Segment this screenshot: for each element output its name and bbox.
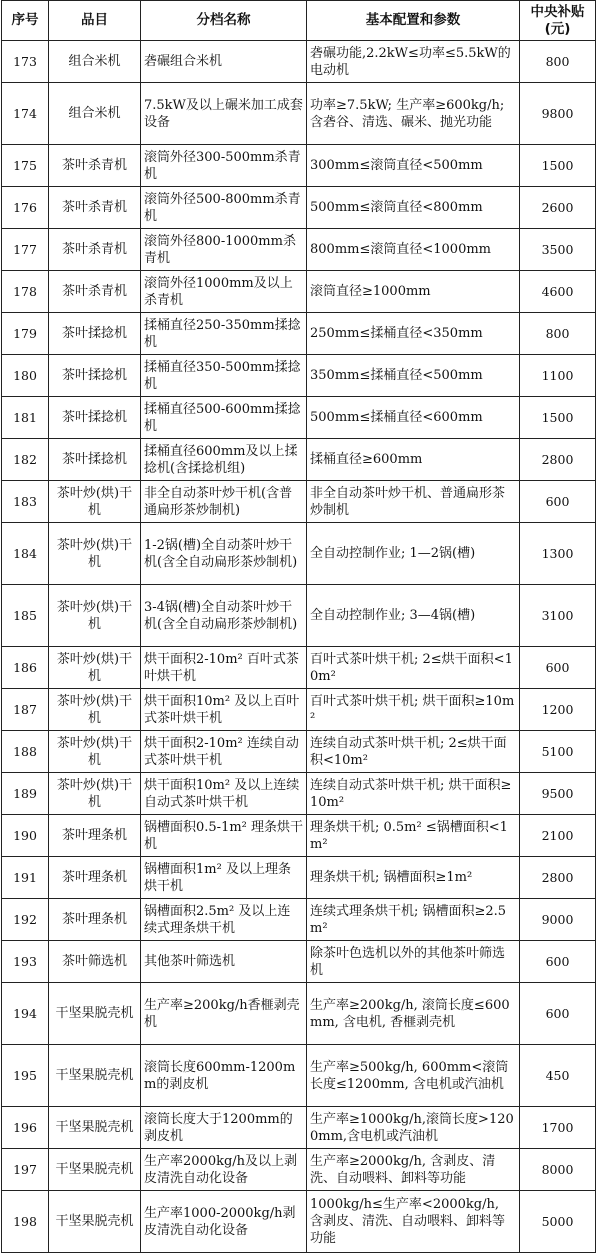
cell-no: 180 — [2, 355, 49, 397]
cell-no: 183 — [2, 481, 49, 523]
cell-name: 滚筒长度大于1200mm的剥皮机 — [141, 1107, 307, 1149]
cell-name: 生产率≥200kg/h香榧剥壳机 — [141, 983, 307, 1045]
cell-name: 生产率1000-2000kg/h剥皮清洗自动化设备 — [141, 1191, 307, 1253]
cell-item: 茶叶杀青机 — [49, 271, 141, 313]
header-name: 分档名称 — [141, 1, 307, 41]
cell-name: 锅槽面积2.5m² 及以上连续式理条烘干机 — [141, 899, 307, 941]
table-row — [2, 397, 596, 439]
cell-no: 181 — [2, 397, 49, 439]
cell-item: 茶叶筛选机 — [49, 941, 141, 983]
cell-no: 174 — [2, 83, 49, 145]
cell-spec: 生产率≥1000kg/h,滚筒长度>1200mm,含电机或汽油机 — [307, 1107, 520, 1149]
cell-subsidy: 800 — [520, 41, 596, 83]
cell-no: 192 — [2, 899, 49, 941]
cell-name: 7.5kW及以上碾米加工成套设备 — [141, 83, 307, 145]
cell-name: 锅槽面积1m² 及以上理条烘干机 — [141, 857, 307, 899]
cell-item: 茶叶揉捻机 — [49, 439, 141, 481]
table-row — [2, 313, 596, 355]
cell-item: 茶叶炒(烘)干机 — [49, 731, 141, 773]
cell-spec: 350mm≤揉桶直径<500mm — [307, 355, 520, 397]
cell-subsidy: 5100 — [520, 731, 596, 773]
table-row — [2, 899, 596, 941]
cell-item: 茶叶揉捻机 — [49, 313, 141, 355]
cell-subsidy: 4600 — [520, 271, 596, 313]
cell-subsidy: 9000 — [520, 899, 596, 941]
cell-subsidy: 9500 — [520, 773, 596, 815]
table-row — [2, 941, 596, 983]
cell-name: 烘干面积2-10m² 连续自动式茶叶烘干机 — [141, 731, 307, 773]
table-row — [2, 1045, 596, 1107]
cell-subsidy: 2600 — [520, 187, 596, 229]
cell-subsidy: 800 — [520, 313, 596, 355]
cell-spec: 功率≥7.5kW; 生产率≥600kg/h; 含砻谷、清选、碾米、抛光功能 — [307, 83, 520, 145]
cell-name: 揉桶直径350-500mm揉捻机 — [141, 355, 307, 397]
cell-name: 非全自动茶叶炒干机(含普通扁形茶炒制机) — [141, 481, 307, 523]
cell-subsidy: 1500 — [520, 397, 596, 439]
cell-name: 生产率2000kg/h及以上剥皮清洗自动化设备 — [141, 1149, 307, 1191]
cell-name: 烘干面积10m² 及以上百叶式茶叶烘干机 — [141, 689, 307, 731]
table-row — [2, 271, 596, 313]
cell-item: 茶叶揉捻机 — [49, 355, 141, 397]
cell-spec: 全自动控制作业; 3—4锅(槽) — [307, 585, 520, 647]
cell-spec: 连续式理条烘干机; 锅槽面积≥2.5m² — [307, 899, 520, 941]
cell-subsidy: 9800 — [520, 83, 596, 145]
cell-item: 干坚果脱壳机 — [49, 1107, 141, 1149]
cell-name: 其他茶叶筛选机 — [141, 941, 307, 983]
cell-spec: 生产率≥2000kg/h, 含剥皮、清洗、自动喂料、卸料等功能 — [307, 1149, 520, 1191]
cell-name: 揉桶直径600mm及以上揉捻机(含揉捻机组) — [141, 439, 307, 481]
cell-item: 茶叶杀青机 — [49, 229, 141, 271]
cell-no: 178 — [2, 271, 49, 313]
header-row — [2, 1, 596, 41]
cell-item: 茶叶炒(烘)干机 — [49, 647, 141, 689]
cell-name: 砻碾组合米机 — [141, 41, 307, 83]
cell-spec: 非全自动茶叶炒干机、普通扁形茶炒制机 — [307, 481, 520, 523]
cell-no: 175 — [2, 145, 49, 187]
cell-subsidy: 1500 — [520, 145, 596, 187]
cell-name: 烘干面积2-10m² 百叶式茶叶烘干机 — [141, 647, 307, 689]
cell-subsidy: 2800 — [520, 857, 596, 899]
cell-spec: 全自动控制作业; 1—2锅(槽) — [307, 523, 520, 585]
table-row — [2, 585, 596, 647]
cell-subsidy: 2100 — [520, 815, 596, 857]
cell-spec: 300mm≤滚筒直径<500mm — [307, 145, 520, 187]
cell-spec: 生产率≥200kg/h, 滚筒长度≤600mm, 含电机, 香榧剥壳机 — [307, 983, 520, 1045]
cell-spec: 砻碾功能,2.2kW≤功率≤5.5kW的电动机 — [307, 41, 520, 83]
table-row — [2, 439, 596, 481]
cell-spec: 百叶式茶叶烘干机; 2≤烘干面积<10m² — [307, 647, 520, 689]
header-spec: 基本配置和参数 — [307, 1, 520, 41]
cell-no: 188 — [2, 731, 49, 773]
cell-subsidy: 600 — [520, 941, 596, 983]
table-row — [2, 83, 596, 145]
cell-item: 茶叶炒(烘)干机 — [49, 523, 141, 585]
table-row — [2, 857, 596, 899]
cell-spec: 生产率≥500kg/h, 600mm<滚筒长度≤1200mm, 含电机或汽油机 — [307, 1045, 520, 1107]
cell-no: 189 — [2, 773, 49, 815]
cell-no: 182 — [2, 439, 49, 481]
cell-subsidy: 8000 — [520, 1149, 596, 1191]
cell-item: 茶叶理条机 — [49, 899, 141, 941]
cell-subsidy: 600 — [520, 481, 596, 523]
header-item: 品目 — [49, 1, 141, 41]
cell-item: 干坚果脱壳机 — [49, 1045, 141, 1107]
cell-no: 176 — [2, 187, 49, 229]
cell-subsidy: 450 — [520, 1045, 596, 1107]
cell-spec: 理条烘干机; 0.5m² ≤锅槽面积<1m² — [307, 815, 520, 857]
table-row — [2, 187, 596, 229]
cell-subsidy: 1300 — [520, 523, 596, 585]
table-row — [2, 481, 596, 523]
cell-no: 185 — [2, 585, 49, 647]
cell-spec: 500mm≤滚筒直径<800mm — [307, 187, 520, 229]
cell-no: 173 — [2, 41, 49, 83]
cell-item: 茶叶炒(烘)干机 — [49, 773, 141, 815]
cell-name: 滚筒外径500-800mm杀青机 — [141, 187, 307, 229]
cell-no: 184 — [2, 523, 49, 585]
cell-spec: 1000kg/h≤生产率<2000kg/h, 含剥皮、清洗、自动喂料、卸料等功能 — [307, 1191, 520, 1253]
cell-subsidy: 600 — [520, 647, 596, 689]
cell-item: 茶叶揉捻机 — [49, 397, 141, 439]
cell-item: 茶叶杀青机 — [49, 145, 141, 187]
cell-no: 194 — [2, 983, 49, 1045]
cell-item: 茶叶理条机 — [49, 815, 141, 857]
table-row — [2, 145, 596, 187]
cell-spec: 800mm≤滚筒直径<1000mm — [307, 229, 520, 271]
cell-subsidy: 3100 — [520, 585, 596, 647]
cell-no: 177 — [2, 229, 49, 271]
subsidy-table — [1, 0, 596, 1253]
cell-name: 3-4锅(槽)全自动茶叶炒干机(含全自动扁形茶炒制机) — [141, 585, 307, 647]
cell-name: 锅槽面积0.5-1m² 理条烘干机 — [141, 815, 307, 857]
cell-no: 187 — [2, 689, 49, 731]
cell-item: 茶叶炒(烘)干机 — [49, 585, 141, 647]
cell-name: 揉桶直径250-350mm揉捻机 — [141, 313, 307, 355]
cell-item: 茶叶炒(烘)干机 — [49, 689, 141, 731]
table-row — [2, 1149, 596, 1191]
cell-name: 滚筒外径300-500mm杀青机 — [141, 145, 307, 187]
cell-spec: 连续自动式茶叶烘干机; 2≤烘干面积<10m² — [307, 731, 520, 773]
cell-no: 195 — [2, 1045, 49, 1107]
header-subsidy: 中央补贴(元) — [520, 1, 596, 41]
table-row — [2, 229, 596, 271]
cell-subsidy: 1200 — [520, 689, 596, 731]
cell-no: 191 — [2, 857, 49, 899]
cell-item: 茶叶杀青机 — [49, 187, 141, 229]
cell-name: 1-2锅(槽)全自动茶叶炒干机(含全自动扁形茶炒制机) — [141, 523, 307, 585]
cell-no: 179 — [2, 313, 49, 355]
cell-item: 干坚果脱壳机 — [49, 1191, 141, 1253]
cell-subsidy: 5000 — [520, 1191, 596, 1253]
cell-spec: 除茶叶色选机以外的其他茶叶筛选机 — [307, 941, 520, 983]
cell-name: 滚筒长度600mm-1200mm的剥皮机 — [141, 1045, 307, 1107]
cell-subsidy: 1100 — [520, 355, 596, 397]
cell-name: 滚筒外径1000mm及以上杀青机 — [141, 271, 307, 313]
table-row — [2, 41, 596, 83]
table-row — [2, 773, 596, 815]
cell-name: 揉桶直径500-600mm揉捻机 — [141, 397, 307, 439]
table-row — [2, 523, 596, 585]
table-row — [2, 983, 596, 1045]
cell-no: 186 — [2, 647, 49, 689]
cell-item: 组合米机 — [49, 83, 141, 145]
table-row — [2, 731, 596, 773]
cell-item: 干坚果脱壳机 — [49, 983, 141, 1045]
cell-item: 组合米机 — [49, 41, 141, 83]
cell-item: 茶叶理条机 — [49, 857, 141, 899]
table-row — [2, 1107, 596, 1149]
cell-item: 茶叶炒(烘)干机 — [49, 481, 141, 523]
cell-spec: 揉桶直径≥600mm — [307, 439, 520, 481]
table-row — [2, 647, 596, 689]
cell-name: 烘干面积10m² 及以上连续自动式茶叶烘干机 — [141, 773, 307, 815]
cell-no: 198 — [2, 1191, 49, 1253]
cell-spec: 理条烘干机; 锅槽面积≥1m² — [307, 857, 520, 899]
cell-spec: 500mm≤揉桶直径<600mm — [307, 397, 520, 439]
cell-subsidy: 600 — [520, 983, 596, 1045]
table-row — [2, 689, 596, 731]
cell-no: 196 — [2, 1107, 49, 1149]
cell-item: 干坚果脱壳机 — [49, 1149, 141, 1191]
cell-spec: 百叶式茶叶烘干机; 烘干面积≥10m² — [307, 689, 520, 731]
cell-spec: 滚筒直径≥1000mm — [307, 271, 520, 313]
table-row — [2, 355, 596, 397]
cell-spec: 连续自动式茶叶烘干机; 烘干面积≥10m² — [307, 773, 520, 815]
cell-subsidy: 3500 — [520, 229, 596, 271]
cell-subsidy: 2800 — [520, 439, 596, 481]
cell-no: 197 — [2, 1149, 49, 1191]
cell-name: 滚筒外径800-1000mm杀青机 — [141, 229, 307, 271]
cell-subsidy: 1700 — [520, 1107, 596, 1149]
table-row — [2, 815, 596, 857]
cell-no: 190 — [2, 815, 49, 857]
cell-spec: 250mm≤揉桶直径<350mm — [307, 313, 520, 355]
header-no: 序号 — [2, 1, 49, 41]
table-row — [2, 1191, 596, 1253]
cell-no: 193 — [2, 941, 49, 983]
